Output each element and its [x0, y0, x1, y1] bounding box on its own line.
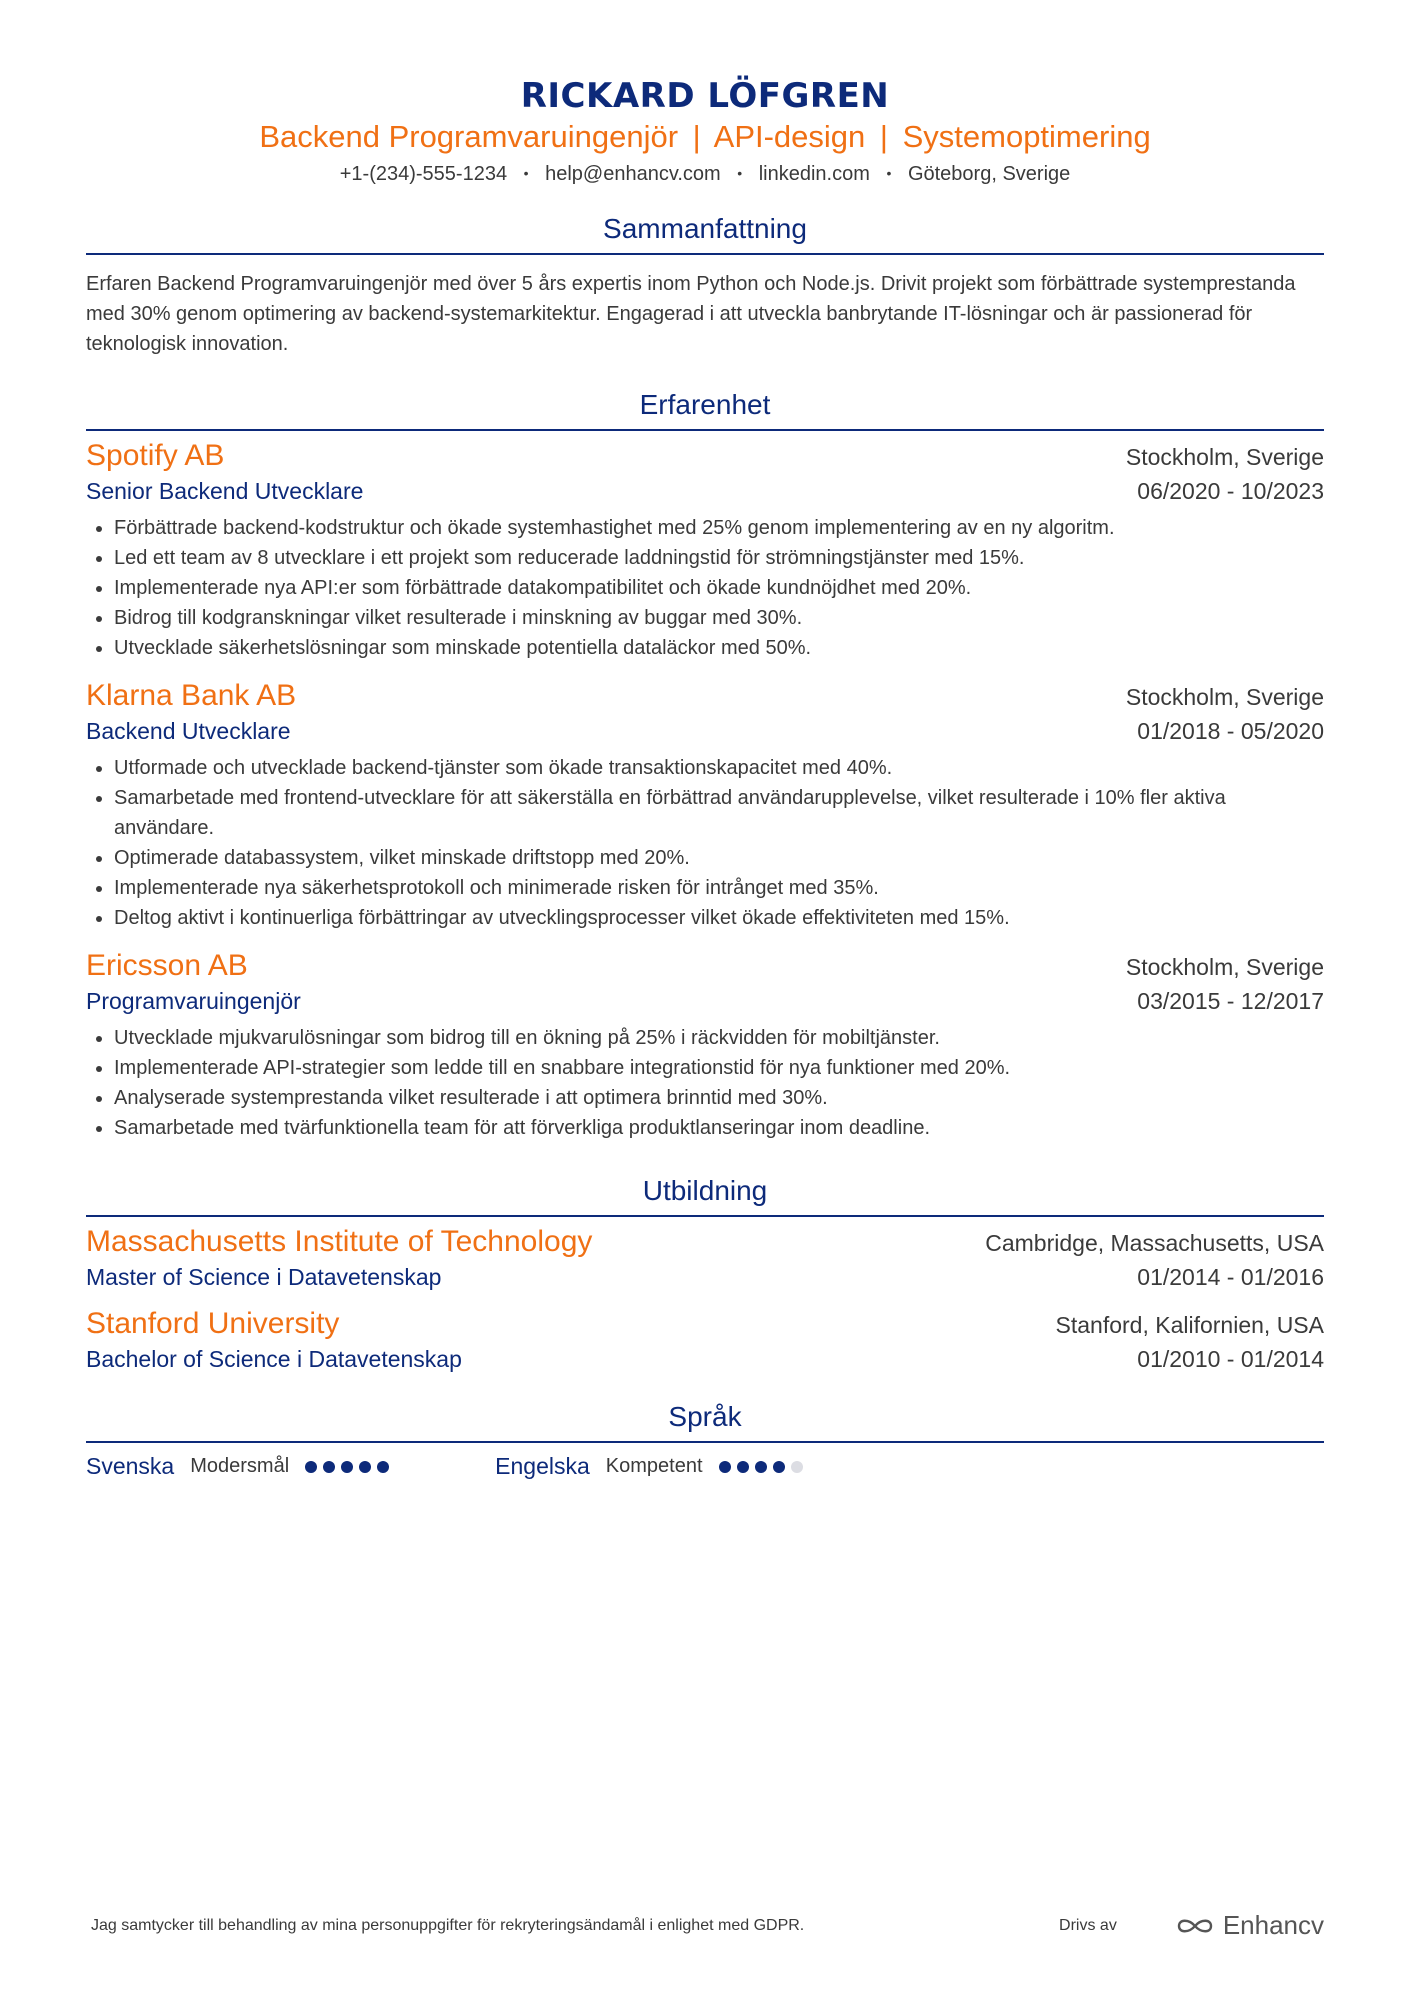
rating-dot-filled: [773, 1461, 785, 1473]
headline-title-3: Systemoptimering: [902, 119, 1151, 154]
contact-linkedin[interactable]: linkedin.com: [758, 163, 870, 185]
list-item: • Bidrog till kodgranskningar vilket resulterade i minskning av buggar med 30%.: [114, 603, 1324, 633]
section-heading: Erfarenhet: [86, 387, 1324, 431]
contact-separator: •: [523, 165, 529, 181]
rating-dot-filled: [359, 1461, 371, 1473]
job-location: Stockholm, Sverige: [1125, 444, 1324, 470]
list-item: • Samarbetade med tvärfunktionella team för att förverkliga produktlanseringar inom deadline.: [114, 1113, 1324, 1143]
brand-name: Enhancv: [1222, 1910, 1324, 1940]
degree: Master of Science i Datavetenskap: [86, 1264, 442, 1290]
rating-dot-filled: [341, 1461, 353, 1473]
contact-email[interactable]: help@enhancv.com: [545, 163, 721, 185]
rating-dot-filled: [719, 1461, 731, 1473]
summary-section: [86, 211, 1324, 359]
job-location: Stockholm, Sverige: [1125, 954, 1324, 980]
rating-dot-filled: [737, 1461, 749, 1473]
resume-header: [86, 0, 1324, 189]
section-heading: Språk: [86, 1399, 1324, 1443]
contact-separator: •: [737, 165, 743, 181]
list-item: • Analyserade systemprestanda vilket resulterade i att optimera brinntid med 30%.: [114, 1083, 1324, 1113]
language-level: Kompetent: [605, 1455, 703, 1477]
rating-dot-filled: [755, 1461, 767, 1473]
language-item: [86, 1453, 395, 1480]
contact-separator: •: [886, 165, 892, 181]
entry-sub-row: [86, 715, 1324, 747]
language-name: Svenska: [86, 1453, 175, 1479]
summary-text: Erfaren Backend Programvaruingenjör med över 5 års expertis inom Python och Node.js. Drivit projekt som förbättrade systemprestanda med 30% genom optimering av backend-systemarkitektur. Engagerad i att utveckla banbrytande IT-lösningar och är passionerad för teknologisk innovation.: [86, 273, 1296, 355]
list-item: • Utvecklade säkerhetslösningar som minskade potentiella dataläckor med 50%.: [114, 633, 1324, 663]
job-dates: 03/2015 - 12/2017: [1137, 988, 1324, 1014]
job-location: Stockholm, Sverige: [1125, 684, 1324, 710]
section-heading: Utbildning: [86, 1173, 1324, 1217]
company-name: Ericsson AB: [86, 949, 248, 982]
language-level: Modersmål: [190, 1455, 290, 1477]
headline-title-1: Backend Programvaruingenjör: [259, 119, 679, 154]
rating-dot-empty: [791, 1461, 803, 1473]
enhancv-brand[interactable]: [1175, 1910, 1324, 1941]
resume-content: [86, 0, 1324, 1480]
education-entry: [86, 1223, 1324, 1293]
list-item: • Förbättrade backend-kodstruktur och ökade systemhastighet med 25% genom implementering av en ny algoritm.: [114, 513, 1324, 543]
job-title: Senior Backend Utvecklare: [86, 478, 364, 504]
enhancv-logo-icon: [1175, 1915, 1215, 1937]
list-item: • Led ett team av 8 utvecklare i ett projekt som reducerade laddningstid för strömningstjänster med 15%.: [114, 543, 1324, 573]
rating-dot-filled: [377, 1461, 389, 1473]
headline-title-2: API-design: [713, 119, 866, 154]
school-name: Stanford University: [86, 1307, 340, 1340]
section-heading: Sammanfattning: [86, 211, 1324, 255]
contact-location: Göteborg, Sverige: [907, 163, 1071, 185]
school-name: Massachusetts Institute of Technology: [86, 1225, 593, 1258]
education-dates: 01/2010 - 01/2014: [1137, 1346, 1324, 1372]
list-item: • Optimerade databassystem, vilket minskade driftstopp med 20%.: [114, 843, 1324, 873]
experience-entry: [86, 437, 1324, 663]
language-rating: [305, 1461, 395, 1473]
entry-top-row: [86, 677, 1324, 715]
candidate-name: RICKARD LÖFGREN: [520, 76, 890, 116]
language-name: Engelska: [495, 1453, 590, 1479]
entry-top-row: [86, 437, 1324, 475]
headline: [86, 116, 1324, 158]
gdpr-consent: Jag samtycker till behandling av mina personuppgifter för rekryteringsändamål i enlighet med GDPR.: [91, 1916, 805, 1934]
school-location: Stanford, Kalifornien, USA: [1055, 1312, 1324, 1338]
list-item: • Implementerade nya API:er som förbättrade datakompatibilitet och ökade kundnöjdhet med 20%.: [114, 573, 1324, 603]
achievement-list: [86, 753, 1324, 933]
degree: Bachelor of Science i Datavetenskap: [86, 1346, 462, 1372]
list-item: • Utvecklade mjukvarulösningar som bidrog till en ökning på 25% i räckvidden för mobiltjänster.: [114, 1023, 1324, 1053]
languages-section: [86, 1399, 1324, 1480]
list-item: • Deltog aktivt i kontinuerliga förbättringar av utvecklingsprocesser vilket ökade effektiviteten med 15%.: [114, 903, 1324, 933]
contact-phone[interactable]: +1-(234)-555-1234: [339, 163, 508, 185]
list-item: • Samarbetade med frontend-utvecklare för att säkerställa en förbättrad användarupplevelse, vilket resulterade i 10% fler aktiva användare.: [114, 783, 1324, 843]
entry-top-row: [86, 1223, 1324, 1261]
entry-sub-row: [86, 475, 1324, 507]
language-list: [86, 1453, 1324, 1480]
company-name: Spotify AB: [86, 439, 225, 472]
job-dates: 01/2018 - 05/2020: [1137, 718, 1324, 744]
education-entry: [86, 1305, 1324, 1375]
entry-sub-row: [86, 1261, 1324, 1293]
company-name: Klarna Bank AB: [86, 679, 297, 712]
language-item: [495, 1453, 808, 1480]
language-rating: [719, 1461, 809, 1473]
entry-top-row: [86, 1305, 1324, 1343]
school-location: Cambridge, Massachusetts, USA: [985, 1230, 1324, 1256]
achievement-list: [86, 513, 1324, 663]
experience-section: [86, 387, 1324, 1143]
experience-entry: [86, 677, 1324, 933]
powered-by-label: Drivs av: [1059, 1916, 1117, 1934]
footer: [91, 1910, 1324, 1941]
education-dates: 01/2014 - 01/2016: [1137, 1264, 1324, 1290]
entry-top-row: [86, 947, 1324, 985]
job-title: Backend Utvecklare: [86, 718, 291, 744]
experience-entry: [86, 947, 1324, 1143]
entry-sub-row: [86, 1343, 1324, 1375]
rating-dot-filled: [305, 1461, 317, 1473]
list-item: • Implementerade nya säkerhetsprotokoll och minimerade risken för intrånget med 35%.: [114, 873, 1324, 903]
list-item: • Utformade och utvecklade backend-tjänster som ökade transaktionskapacitet med 40%.: [114, 753, 1324, 783]
achievement-list: [86, 1023, 1324, 1143]
education-section: [86, 1173, 1324, 1375]
headline-separator: |: [879, 119, 888, 154]
rating-dot-filled: [323, 1461, 335, 1473]
entry-sub-row: [86, 985, 1324, 1017]
list-item: • Implementerade API-strategier som ledde till en snabbare integrationstid för nya funktioner med 20%.: [114, 1053, 1324, 1083]
contact-line: [86, 158, 1324, 189]
job-title: Programvaruingenjör: [86, 988, 301, 1014]
headline-separator: |: [692, 119, 701, 154]
job-dates: 06/2020 - 10/2023: [1137, 478, 1324, 504]
